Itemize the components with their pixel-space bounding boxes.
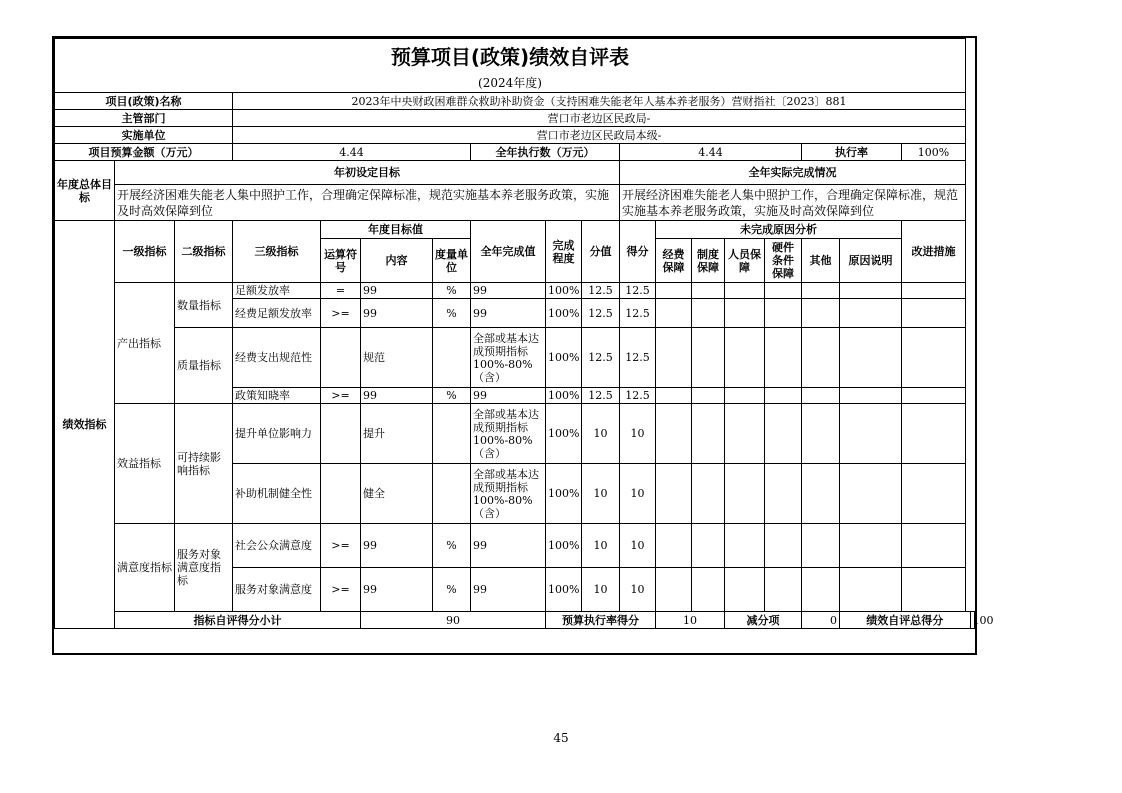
header-l2: 二级指标 — [175, 221, 233, 283]
exec-label: 全年执行数（万元） — [471, 144, 620, 161]
subtotal-value: 90 — [361, 612, 546, 629]
indicator-name: 政策知晓率 — [233, 388, 321, 404]
indicator-annual: 99 — [471, 524, 546, 568]
indicator-score: 12.5 — [582, 388, 620, 404]
indicator-name: 经费支出规范性 — [233, 328, 321, 388]
dept-value: 营口市老边区民政局- — [233, 110, 966, 127]
indicator-annual: 99 — [471, 568, 546, 612]
indicator-unit — [433, 464, 471, 524]
indicator-degree: 100% — [546, 299, 582, 328]
indicator-annual: 99 — [471, 283, 546, 299]
indicator-content: 健全 — [361, 464, 433, 524]
header-score: 分值 — [582, 221, 620, 283]
indicator-name: 提升单位影响力 — [233, 404, 321, 464]
header-reason: 未完成原因分析 — [656, 221, 902, 239]
indicator-name: 补助机制健全性 — [233, 464, 321, 524]
evaluation-sheet — [52, 36, 994, 655]
group-qty: 数量指标 — [175, 283, 233, 328]
indicator-score: 10 — [582, 404, 620, 464]
indicator-op: >= — [321, 524, 361, 568]
budget-label: 项目预算金额（万元） — [55, 144, 233, 161]
actual-goal: 开展经济困难失能老人集中照护工作，合理确定保障标准，规范实施基本养老服务政策，实施及时高效保障到位 — [620, 185, 966, 221]
indicator-name: 服务对象满意度 — [233, 568, 321, 612]
indicator-got: 12.5 — [620, 388, 656, 404]
header-unit: 度量单位 — [433, 239, 471, 283]
indicator-unit: % — [433, 283, 471, 299]
total-label: 绩效自评总得分 — [840, 612, 971, 629]
indicator-content: 99 — [361, 524, 433, 568]
project-name: 2023年中央财政困难群众救助补助资金（支持困难失能老年人基本养老服务）营财指社〔2023〕881 — [233, 93, 966, 110]
indicator-content: 提升 — [361, 404, 433, 464]
unit-label: 实施单位 — [55, 127, 233, 144]
group-service: 服务对象满意度指标 — [175, 524, 233, 612]
indicator-content: 99 — [361, 568, 433, 612]
perf-label: 绩效指标 — [55, 221, 115, 629]
indicator-score: 12.5 — [582, 283, 620, 299]
indicator-unit: % — [433, 568, 471, 612]
indicator-got: 10 — [620, 464, 656, 524]
indicator-degree: 100% — [546, 388, 582, 404]
header-improve: 改进措施 — [902, 221, 966, 283]
indicator-content: 99 — [361, 388, 433, 404]
header-r6: 原因说明 — [840, 239, 902, 283]
budget-value: 4.44 — [233, 144, 471, 161]
exec-score-value: 10 — [656, 612, 725, 629]
evaluation-table — [54, 38, 994, 629]
indicator-content: 99 — [361, 283, 433, 299]
indicator-name: 足额发放率 — [233, 283, 321, 299]
deduct-value: 0 — [802, 612, 840, 629]
indicator-annual: 99 — [471, 388, 546, 404]
rate-value: 100% — [902, 144, 966, 161]
header-l1: 一级指标 — [115, 221, 175, 283]
group-output: 产出指标 — [115, 283, 175, 404]
unit-value: 营口市老边区民政局本级- — [233, 127, 966, 144]
indicator-op: >= — [321, 388, 361, 404]
indicator-content: 99 — [361, 299, 433, 328]
header-target: 年度目标值 — [321, 221, 471, 239]
indicator-got: 12.5 — [620, 283, 656, 299]
initial-goal: 开展经济困难失能老人集中照护工作，合理确定保障标准，规范实施基本养老服务政策，实施及时高效保障到位 — [115, 185, 620, 221]
header-r4: 硬件条件保障 — [765, 239, 802, 283]
indicator-got: 10 — [620, 568, 656, 612]
indicator-score: 12.5 — [582, 328, 620, 388]
indicator-name: 经费足额发放率 — [233, 299, 321, 328]
header-degree: 完成程度 — [546, 221, 582, 283]
table-row — [55, 524, 975, 568]
deduct-label: 减分项 — [725, 612, 802, 629]
indicator-got: 10 — [620, 524, 656, 568]
indicator-content: 规范 — [361, 328, 433, 388]
indicator-score: 10 — [582, 464, 620, 524]
header-got: 得分 — [620, 221, 656, 283]
group-satisfaction: 满意度指标 — [115, 524, 175, 612]
project-name-label: 项目(政策)名称 — [55, 93, 233, 110]
header-l3: 三级指标 — [233, 221, 321, 283]
indicator-degree: 100% — [546, 568, 582, 612]
header-r5: 其他 — [802, 239, 840, 283]
indicator-unit: % — [433, 524, 471, 568]
exec-value: 4.44 — [620, 144, 802, 161]
indicator-degree: 100% — [546, 524, 582, 568]
indicator-got: 12.5 — [620, 299, 656, 328]
indicator-degree: 100% — [546, 283, 582, 299]
indicator-degree: 100% — [546, 464, 582, 524]
group-sustain: 可持续影响指标 — [175, 404, 233, 524]
header-r3: 人员保障 — [725, 239, 765, 283]
indicator-annual: 全部或基本达成预期指标100%-80%（含） — [471, 404, 546, 464]
indicator-name: 社会公众满意度 — [233, 524, 321, 568]
indicator-unit: % — [433, 299, 471, 328]
indicator-annual: 全部或基本达成预期指标100%-80%（含） — [471, 328, 546, 388]
table-row — [55, 328, 975, 388]
indicator-op: >= — [321, 299, 361, 328]
indicator-op — [321, 404, 361, 464]
header-content: 内容 — [361, 239, 433, 283]
indicator-got: 12.5 — [620, 328, 656, 388]
total-value: 100 — [970, 612, 975, 629]
table-row — [55, 404, 975, 464]
indicator-score: 10 — [582, 568, 620, 612]
indicator-unit — [433, 404, 471, 464]
indicator-op: = — [321, 283, 361, 299]
rate-label: 执行率 — [802, 144, 902, 161]
group-qual: 质量指标 — [175, 328, 233, 404]
header-r2: 制度保障 — [692, 239, 725, 283]
group-benefit: 效益指标 — [115, 404, 175, 524]
header-annual: 全年完成值 — [471, 221, 546, 283]
indicator-op — [321, 464, 361, 524]
report-year: (2024年度) — [55, 75, 966, 93]
indicator-got: 10 — [620, 404, 656, 464]
indicator-score: 12.5 — [582, 299, 620, 328]
page-title: 预算项目(政策)绩效自评表 — [55, 39, 966, 75]
indicator-degree: 100% — [546, 404, 582, 464]
table-row — [55, 283, 975, 299]
goal-label: 年度总体目标 — [55, 161, 115, 221]
actual-goal-label: 全年实际完成情况 — [620, 161, 966, 185]
indicator-unit: % — [433, 388, 471, 404]
indicator-score: 10 — [582, 524, 620, 568]
header-r1: 经费保障 — [656, 239, 692, 283]
indicator-unit — [433, 328, 471, 388]
indicator-op — [321, 328, 361, 388]
page-number: 45 — [553, 731, 569, 745]
initial-goal-label: 年初设定目标 — [115, 161, 620, 185]
exec-score-label: 预算执行率得分 — [546, 612, 656, 629]
dept-label: 主管部门 — [55, 110, 233, 127]
indicator-degree: 100% — [546, 328, 582, 388]
header-op: 运算符号 — [321, 239, 361, 283]
indicator-annual: 全部或基本达成预期指标100%-80%（含） — [471, 464, 546, 524]
indicator-op: >= — [321, 568, 361, 612]
subtotal-label: 指标自评得分小计 — [115, 612, 361, 629]
indicator-annual: 99 — [471, 299, 546, 328]
